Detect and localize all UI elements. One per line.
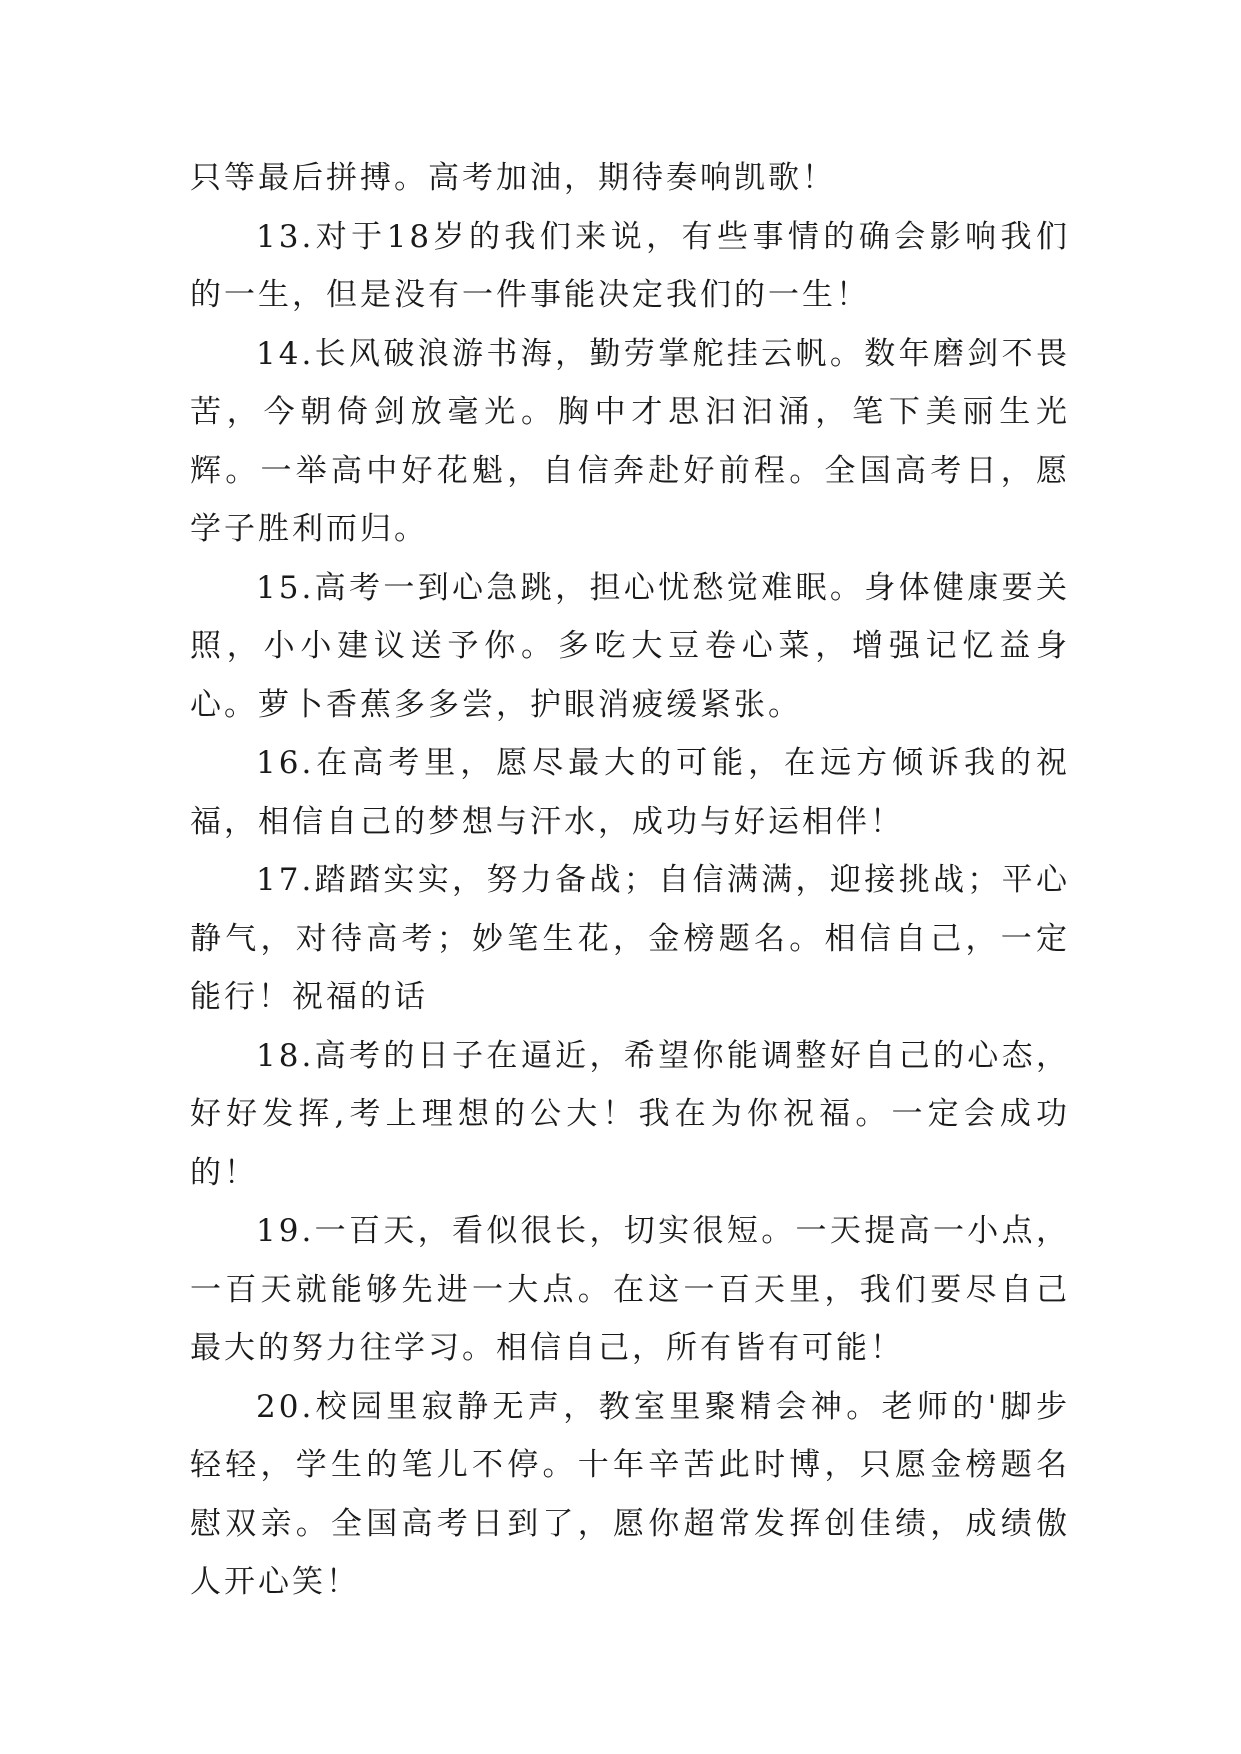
paragraph-18: 18.高考的日子在逼近，希望你能调整好自己的心态，好好发挥,考上理想的公大！我在为你祝福。一定会成功的！	[190, 1037, 1070, 1191]
document-body	[190, 149, 1070, 1612]
paragraph-15: 15.高考一到心急跳，担心忧愁觉难眠。身体健康要关照，小小建议送予你。多吃大豆卷心菜，增强记忆益身心。萝卜香蕉多多尝，护眼消疲缓紧张。	[190, 569, 1070, 723]
paragraph-20: 20.校园里寂静无声，教室里聚精会神。老师的'脚步轻轻，学生的笔儿不停。十年辛苦此时博，只愿金榜题名慰双亲。全国高考日到了，愿你超常发挥创佳绩，成绩傲人开心笑！	[190, 1388, 1070, 1600]
paragraph-19: 19.一百天，看似很长，切实很短。一天提高一小点，一百天就能够先进一大点。在这一百天里，我们要尽自己最大的努力往学习。相信自己，所有皆有可能！	[190, 1213, 1070, 1366]
paragraph-14: 14.长风破浪游书海，勤劳掌舵挂云帆。数年磨剑不畏苦，今朝倚剑放毫光。胸中才思汩汩涌，笔下美丽生光辉。一举高中好花魁，自信奔赴好前程。全国高考日，愿学子胜利而归。	[190, 335, 1070, 547]
paragraph-17: 17.踏踏实实，努力备战；自信满满，迎接挑战；平心静气，对待高考；妙笔生花，金榜题名。相信自己，一定能行！祝福的话	[190, 862, 1070, 1015]
paragraph-13: 13.对于18岁的我们来说，有些事情的确会影响我们的一生，但是没有一件事能决定我们的一生！	[190, 218, 1070, 313]
paragraph-16: 16.在高考里，愿尽最大的可能，在远方倾诉我的祝福，相信自己的梦想与汗水，成功与好运相伴！	[190, 745, 1070, 840]
paragraph-continuation: 只等最后拼搏。高考加油，期待奏响凯歌！	[190, 160, 836, 196]
